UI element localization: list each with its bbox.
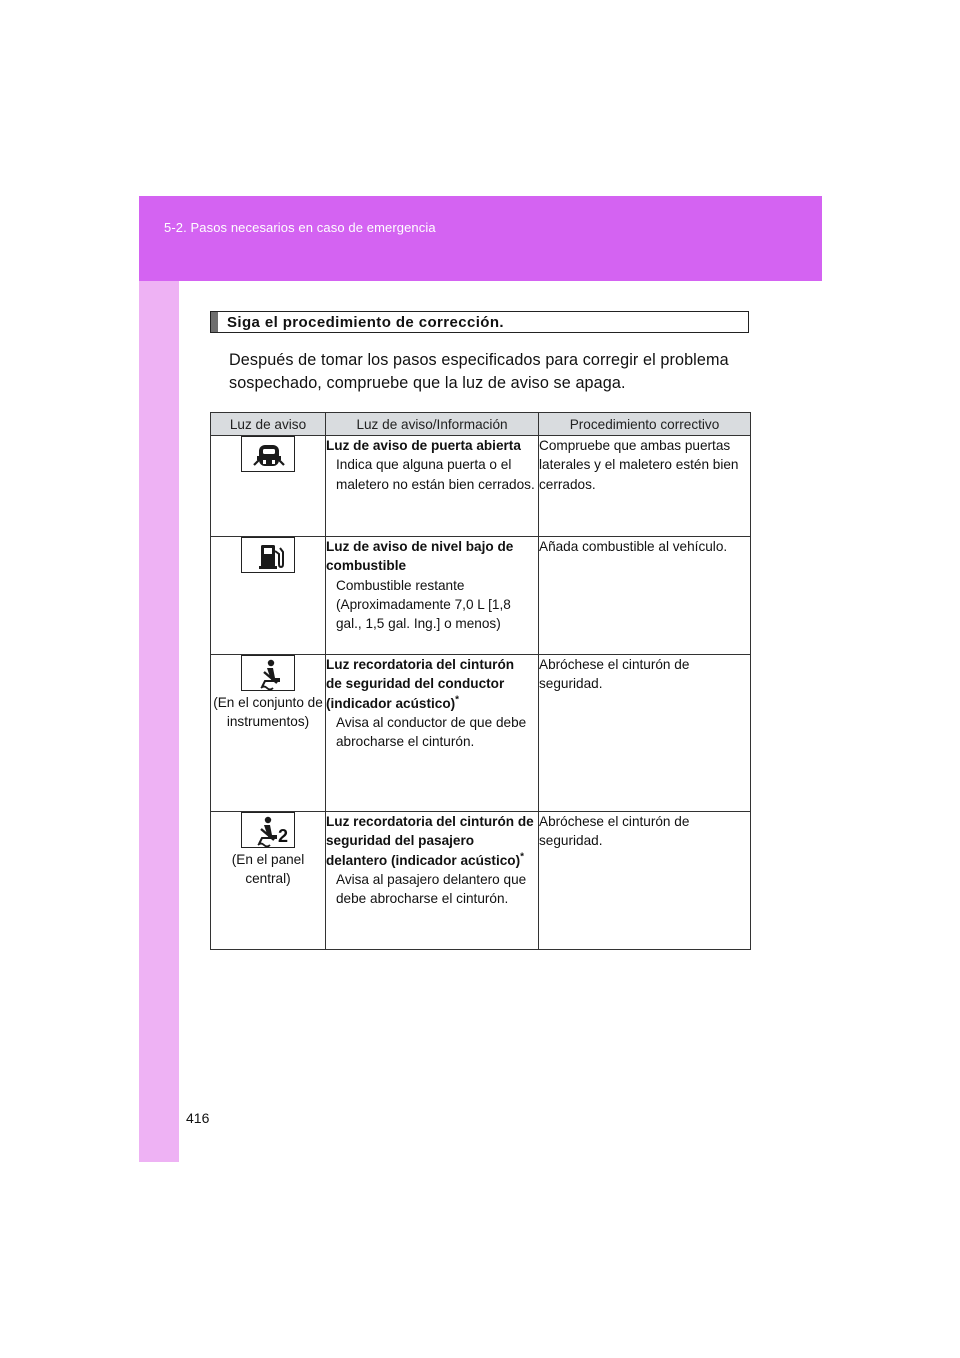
column-header-info: Luz de aviso/Información xyxy=(326,413,539,436)
procedure-text: Abróchese el cinturón de seguridad. xyxy=(539,657,690,692)
warning-info-cell xyxy=(326,655,539,812)
warning-info-cell xyxy=(326,812,539,950)
warning-light-description: Combustible restante (Aproximadamente 7,0 L [1,8 gal., 1,5 gal. Ing.] o menos) xyxy=(336,577,511,632)
table-header-row xyxy=(211,413,751,436)
warning-light-cell xyxy=(211,655,326,812)
warning-light-cell xyxy=(211,537,326,655)
warning-light-description: Avisa al pasajero delantero que debe abrocharse el cinturón. xyxy=(336,871,527,907)
table-row xyxy=(211,655,751,812)
page-number: 416 xyxy=(186,1110,210,1126)
column-header-procedure: Procedimiento correctivo xyxy=(539,413,751,436)
column-header-light: Luz de aviso xyxy=(211,413,326,436)
table-row xyxy=(211,436,751,537)
step-heading-marker xyxy=(211,312,218,332)
low-fuel-warning-icon xyxy=(241,537,295,573)
section-title: 5-2. Pasos necesarios en caso de emergencia xyxy=(164,220,436,235)
procedure-text: Añada combustible al vehículo. xyxy=(539,539,728,554)
warning-light-name: Luz recordatoria del cinturón de seguridad del pasajero delantero (indicador acústico) xyxy=(326,814,534,868)
section-header-band xyxy=(139,196,822,281)
procedure-cell xyxy=(539,655,751,812)
seatbelt-reminder-icon xyxy=(241,655,295,691)
warning-info-cell xyxy=(326,436,539,537)
side-margin-band xyxy=(139,196,179,1162)
indicator-location: (En el panel central) xyxy=(231,852,305,886)
warning-info-cell xyxy=(326,537,539,655)
table-row xyxy=(211,812,751,950)
step-heading-box xyxy=(210,311,749,333)
procedure-cell xyxy=(539,436,751,537)
passenger-seatbelt-reminder-icon xyxy=(241,812,295,848)
indicator-location: (En el conjunto de instrumentos) xyxy=(213,695,323,729)
door-open-warning-icon xyxy=(241,436,295,472)
procedure-text: Compruebe que ambas puertas laterales y el maletero estén bien cerrados. xyxy=(539,438,739,492)
warning-light-name: Luz recordatoria del cinturón de seguridad del conductor (indicador acústico) xyxy=(326,657,515,711)
warning-light-cell xyxy=(211,812,326,950)
warning-light-description: Avisa al conductor de que debe abrocharse el cinturón. xyxy=(336,714,527,750)
step-heading: Siga el procedimiento de corrección. xyxy=(227,314,504,331)
warning-light-cell xyxy=(211,436,326,537)
procedure-cell xyxy=(539,812,751,950)
procedure-text: Abróchese el cinturón de seguridad. xyxy=(539,814,690,849)
intro-paragraph: Después de tomar los pasos especificados para corregir el problema sospechado, compruebe que la luz de aviso se apaga. xyxy=(229,351,729,392)
passenger-seat-number: 2 xyxy=(278,826,289,846)
table-row xyxy=(211,537,751,655)
warning-light-description: Indica que alguna puerta o el maletero no están bien cerrados. xyxy=(336,457,535,492)
footnote-star: * xyxy=(455,694,460,706)
procedure-cell xyxy=(539,537,751,655)
warning-light-name: Luz de aviso de puerta abierta xyxy=(326,438,521,453)
warning-light-name: Luz de aviso de nivel bajo de combustible xyxy=(326,539,514,574)
footnote-star: * xyxy=(520,851,525,863)
warning-lights-table xyxy=(210,412,751,950)
